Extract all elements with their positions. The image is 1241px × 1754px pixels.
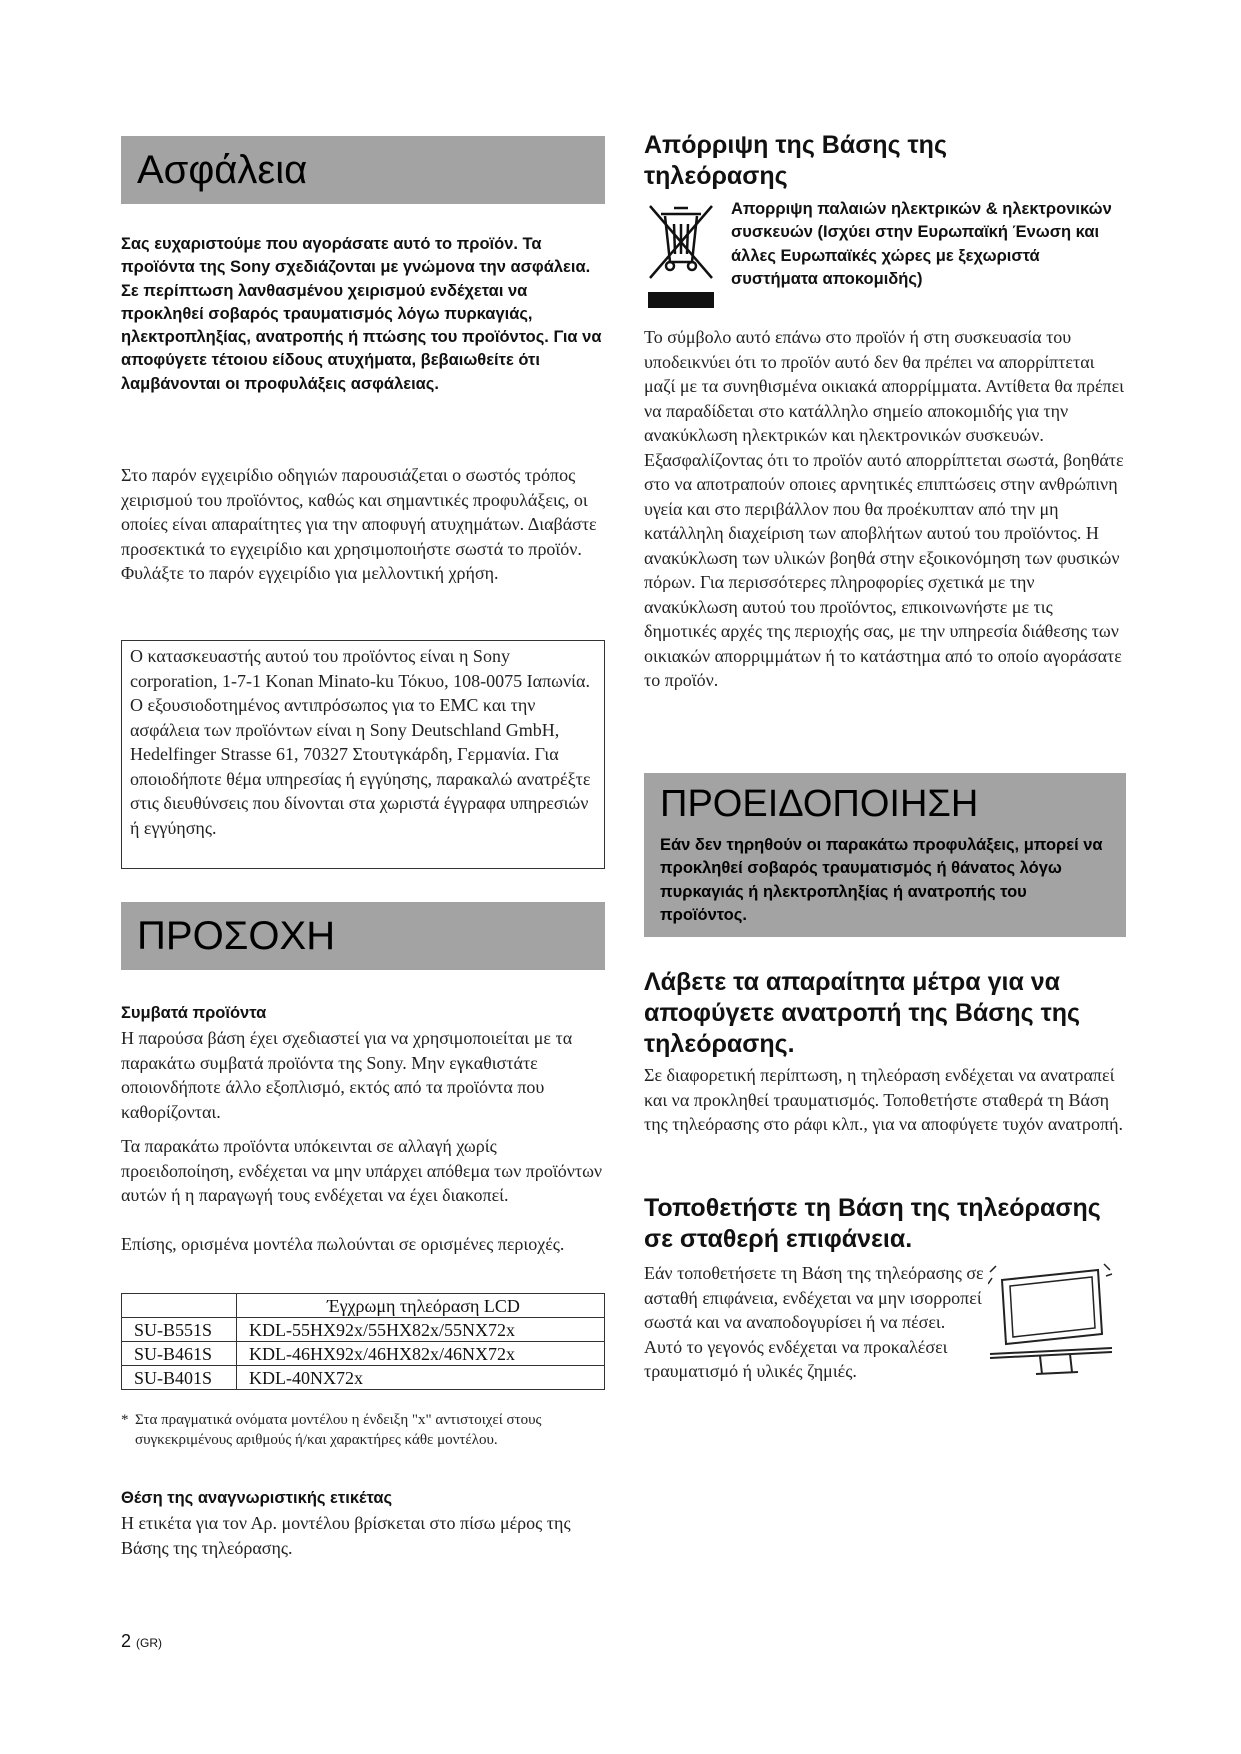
unstable-tv-illustration [988, 1262, 1114, 1382]
disposal-title: Απόρριψη της Βάσης της τηλεόρασης [644, 131, 947, 190]
page-number: 2 [121, 1631, 132, 1651]
manufacturer-text: Ο κατασκευαστής αυτού του προϊόντος είναι η Sony corporation, 1-7-1 Konan Minato-ku Τόκυο, 108-0075 Ιαπωνία. Ο εξουσιοδοτημένος αντιπρόσωπος για το EMC και την ασφάλεια των προϊόντων είναι η Sony Deutschland GmbH, Hedelfinger Strasse 61, 70327 Στουτγκάρδη, Γερμανία. Για οποιοδήποτε θέμα υπηρεσίας ή εγγύησης, παρακαλώ ανατρέξτε στις διευθύνσεις που δίνονται στα χωριστά έγγραφα υπηρεσιών ή εγγύησης. [130, 646, 591, 838]
safety-intro: Σας ευχαριστούμε που αγοράσατε αυτό το προϊόν. Τα προϊόντα της Sony σχεδιάζονται με γνώμονα την ασφάλεια. Σε περίπτωση λανθασμένου χειρισμού ενδέχεται να προκληθεί σοβαρός τραυματισμός λόγω πυρκαγιάς, ηλεκτροπληξίας, ανατροπής ή πτώσης του προϊόντος. Για να αποφύγετε τέτοιου είδους ατυχήματα, βεβαιωθείτε ότι λαμβάνονται οι προφυλάξεις ασφάλειας. [121, 235, 602, 393]
page-number-block [121, 1630, 162, 1654]
label-body: Η ετικέτα για τον Αρ. μοντέλου βρίσκεται στο πίσω μέρος της Βάσης της τηλεόρασης. [121, 1513, 571, 1558]
weee-symbol [644, 202, 716, 310]
tip-heading: Λάβετε τα απαραίτητα μέτρα για να αποφύγετε ανατροπή της Βάσης της τηλεόρασης. [644, 968, 1080, 1058]
safety-title-band [121, 136, 605, 204]
page-language: (GR) [136, 1636, 163, 1650]
footnote [121, 1410, 605, 1450]
tilting-tv-icon [988, 1262, 1114, 1382]
caution-title: ΠΡΟΣΟΧΗ [137, 914, 336, 958]
table-cell-model: SU-B401S [122, 1366, 237, 1390]
compatible-models-table [121, 1293, 605, 1390]
models-table-wrap [121, 1293, 605, 1390]
table-row [122, 1342, 605, 1366]
footnote-text: Στα πραγματικά ονόματα μοντέλου η ένδειξη "x" αντιστοιχεί στους συγκεκριμένους αριθμούς ή/και χαρακτήρες κάθε μοντέλου. [135, 1412, 542, 1448]
table-header-row [122, 1294, 605, 1318]
footnote-marker: * [121, 1412, 129, 1428]
compatible-paragraph-1: Η παρούσα βάση έχει σχεδιαστεί για να χρησιμοποιείται με τα παρακάτω συμβατά προϊόντα της Sony. Μην εγκαθιστάτε οποιονδήποτε άλλο εξοπλισμό, εκτός από τα προϊόντα που καθορίζονται. [121, 1028, 573, 1122]
manufacturer-box [121, 640, 605, 869]
table-cell-tv: KDL-46HX92x/46HX82x/46NX72x [237, 1342, 605, 1366]
table-cell-tv: KDL-40NX72x [237, 1366, 605, 1390]
warning-text: Εάν δεν τηρηθούν οι παρακάτω προφυλάξεις, μπορεί να προκληθεί σοβαρός τραυματισμός ή θάνατος λόγω πυρκαγιάς ή ηλεκτροπληξίας ή ανατροπής του προϊόντος. [660, 836, 1103, 924]
table-header-tv: Έγχρωμη τηλεόραση LCD [237, 1294, 605, 1318]
safety-title: Ασφάλεια [137, 148, 308, 192]
stable-body: Εάν τοποθετήσετε τη Βάση της τηλεόρασης σε ασταθή επιφάνεια, ενδέχεται να μην ισορροπεί σωστά και να αναποδογυρίσει ή να πέσει. Αυτό το γεγονός ενδέχεται να προκαλέσει τραυματισμό ή υλικές ζημιές. [644, 1263, 984, 1381]
label-heading: Θέση της αναγνωριστικής ετικέτας [121, 1489, 393, 1507]
tip-body: Σε διαφορετική περίπτωση, η τηλεόραση ενδέχεται να ανατραπεί και να προκληθεί τραυματισμός. Τοποθετήστε σταθερά τη Βάση της τηλεόρασης στο ράφι κλπ., για να αποφύγετε τυχόν ανατροπή. [644, 1065, 1124, 1134]
stable-heading: Τοποθετήστε τη Βάση της τηλεόρασης σε σταθερή επιφάνεια. [644, 1194, 1101, 1253]
caution-title-band [121, 902, 605, 970]
table-cell-tv: KDL-55HX92x/55HX82x/55NX72x [237, 1318, 605, 1342]
warning-title: ΠΡΟΕΙΔΟΠΟΙΗΣΗ [660, 783, 979, 825]
compatible-paragraph-3: Επίσης, ορισμένα μοντέλα πωλούνται σε ορισμένες περιοχές. [121, 1234, 565, 1254]
compatible-paragraph-2: Τα παρακάτω προϊόντα υπόκεινται σε αλλαγή χωρίς προειδοποίηση, ενδέχεται να μην υπάρχει απόθεμα των προϊόντων αυτών ή η παραγωγή τους ενδέχεται να έχει διακοπεί. [121, 1136, 603, 1205]
table-row [122, 1318, 605, 1342]
weee-heading: Απορριψη παλαιών ηλεκτρικών & ηλεκτρονικών συσκευών (Ισχύει στην Ευρωπαϊκή Ένωση και άλλες Ευρωπαϊκές χώρες με ξεχωριστά συστήματα αποκομιδής) [731, 200, 1112, 288]
crossed-out-bin-icon [644, 202, 716, 310]
table-cell-model: SU-B461S [122, 1342, 237, 1366]
warning-box [644, 773, 1126, 937]
table-cell-model: SU-B551S [122, 1318, 237, 1342]
table-header-empty [122, 1294, 237, 1318]
table-row [122, 1366, 605, 1390]
compatible-heading: Συμβατά προϊόντα [121, 1004, 267, 1022]
safety-body: Στο παρόν εγχειρίδιο οδηγιών παρουσιάζεται ο σωστός τρόπος χειρισμού του προϊόντος, καθώς και σημαντικές προφυλάξεις, οι οποίες είναι απαραίτητες για την αποφυγή ατυχημάτων. Διαβάστε προσεκτικά το εγχειρίδιο και χρησιμοποιήστε σωστά το προϊόν. Φυλάξτε το παρόν εγχειρίδιο για μελλοντική χρήση. [121, 465, 597, 583]
weee-body: Το σύμβολο αυτό επάνω στο προϊόν ή στη συσκευασία του υποδεικνύει ότι το προϊόν αυτό δεν θα πρέπει να απορρίπτεται μαζί με τα συνηθισμένα οικιακά απορρίμματα. Αντίθετα θα πρέπει να παραδίδεται στο κατάλληλο σημείο αποκομιδής για την ανακύκλωση ηλεκτρικών και ηλεκτρονικών συσκευών. Εξασφαλίζοντας ότι το προϊόν αυτό απορρίπτεται σωστά, βοηθάτε στο να αποτραπούν οποιες αρνητικές επιπτώσεις στην ανθρώπινη υγεία και στο περιβάλλον που θα προέκυπταν από την μη κατάλληλη διαχείριση των αποβλήτων αυτού του προϊόντος. Η ανακύκλωση των υλικών βοηθά στην εξοικονόμηση των φυσικών πόρων. Για περισσότερες πληροφορίες σχετικά με την ανακύκλωση αυτού του προϊόντος, επικοινωνήστε με τις δημοτικές αρχές της περιοχής σας, με την υπηρεσία διάθεσης των οικιακών απορριμμάτων ή το κατάστημα από το οποίο αγοράσατε το προϊόν. [644, 327, 1125, 690]
